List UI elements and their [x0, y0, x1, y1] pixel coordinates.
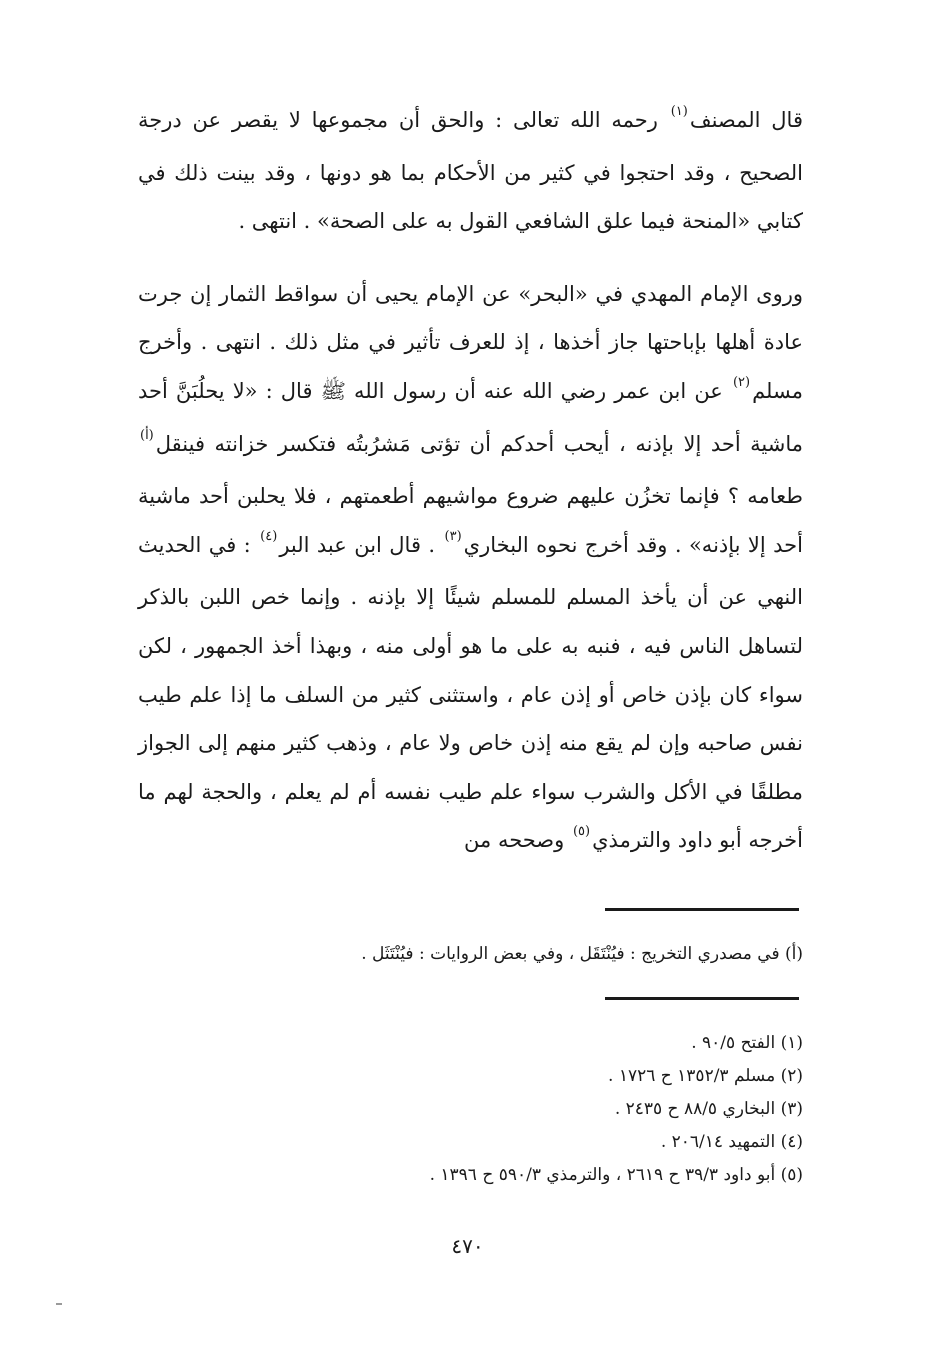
paragraph-1: [138, 96, 803, 246]
page-number: ٤٧٠: [451, 1234, 484, 1258]
footnote-5: (٥) أبو داود ٣٩/٣ ح ٢٦١٩ ، والترمذي ٥٩٠/٣ ح ١٣٩٦ .: [429, 1165, 803, 1185]
footnote-ref-2: (٢): [732, 374, 751, 390]
text-run: طعامه ؟ فإنما تخزُن عليهم ضروع مواشيهم أطعمتهم ، فلا يحلبن أحد ماشية أحد إلا بإذنه» . وقد أخرج نحوه البخاري: [138, 484, 803, 557]
variant-note: (أ) في مصدري التخريج : فيُنْتَقَل ، وفي بعض الروايات : فيُنْتَثَل .: [361, 944, 803, 964]
footnote-4: (٤) التمهيد ٢٠٦/١٤ .: [660, 1132, 803, 1152]
paragraph-2: [138, 270, 803, 869]
footnote-3: (٣) البخاري ٨٨/٥ ح ٢٤٣٥ .: [614, 1099, 803, 1119]
footnote-ref-3: (٣): [444, 528, 462, 544]
text-run: عن ابن عمر رضي الله عنه أن رسول الله ﷺ قال : «لا يحلُبَنَّ أحد ماشية أحد إلا بإذنه ، أيحب أحدكم أن تؤتى مَشرُبتُه فتكسر خزانته فينقل: [138, 378, 803, 456]
footnote-ref-4: (٤): [260, 528, 278, 544]
footnotes: [283, 1027, 803, 1192]
footnote-ref-1: (١): [670, 104, 688, 119]
variant-ref-a: (أ): [140, 427, 154, 443]
scan-speck: [56, 1303, 62, 1305]
text-run: رحمه الله تعالى : والحق أن مجموعها لا يقصر عن درجة الصحيح ، وقد احتجوا في كثير من الأحكام بما هو دونها ، وقد بينت ذلك في كتابي «المنحة فيما علق الشافعي القول به على الصحة» . انتهى .: [138, 108, 803, 234]
footnote-2: (٢) مسلم ١٣٥٢/٣ ح ١٧٢٦ .: [608, 1066, 803, 1086]
footnote-1: (١) الفتح ٩٠/٥ .: [691, 1033, 803, 1053]
text-run: وصححه من: [464, 828, 571, 853]
text-run: وروى الإمام المهدي في «البحر» عن الإمام يحيى أن سواقط الثمار إن جرت عادة أهلها بإباحتها جاز أخذها ، إذ للعرف تأثير في مثل ذلك . انتهى . وأخرج مسلم: [138, 281, 803, 403]
divider-rule: [605, 908, 799, 911]
text-run: : في الحديث النهي عن أن يأخذ المسلم للمسلم شيئًا إلا بإذنه . وإنما خص اللبن بالذكر لتساهل الناس فيه ، فنبه به على ما هو أولى منه ، وبهذا أخذ الجمهور ، لكن سواء كان بإذن خاص أو إذن عام ، واستثنى كثير من السلف ما إذا علم طيب نفس صاحبه وإن لم يقع منه إذن خاص ولا عام ، وذهب كثير منهم إلى الجواز مطلقًا في الأكل والشرب سواء علم طيب نفسه أم لم يعلم ، والحجة لهم ما أخرجه أبو داود والترمذي: [138, 532, 803, 853]
main-text: [138, 96, 803, 869]
text-run: . قال ابن عبد البر: [279, 532, 443, 557]
footnote-ref-5: (٥): [572, 824, 591, 840]
divider-rule: [605, 997, 799, 1000]
text-run: قال المصنف: [689, 108, 803, 132]
